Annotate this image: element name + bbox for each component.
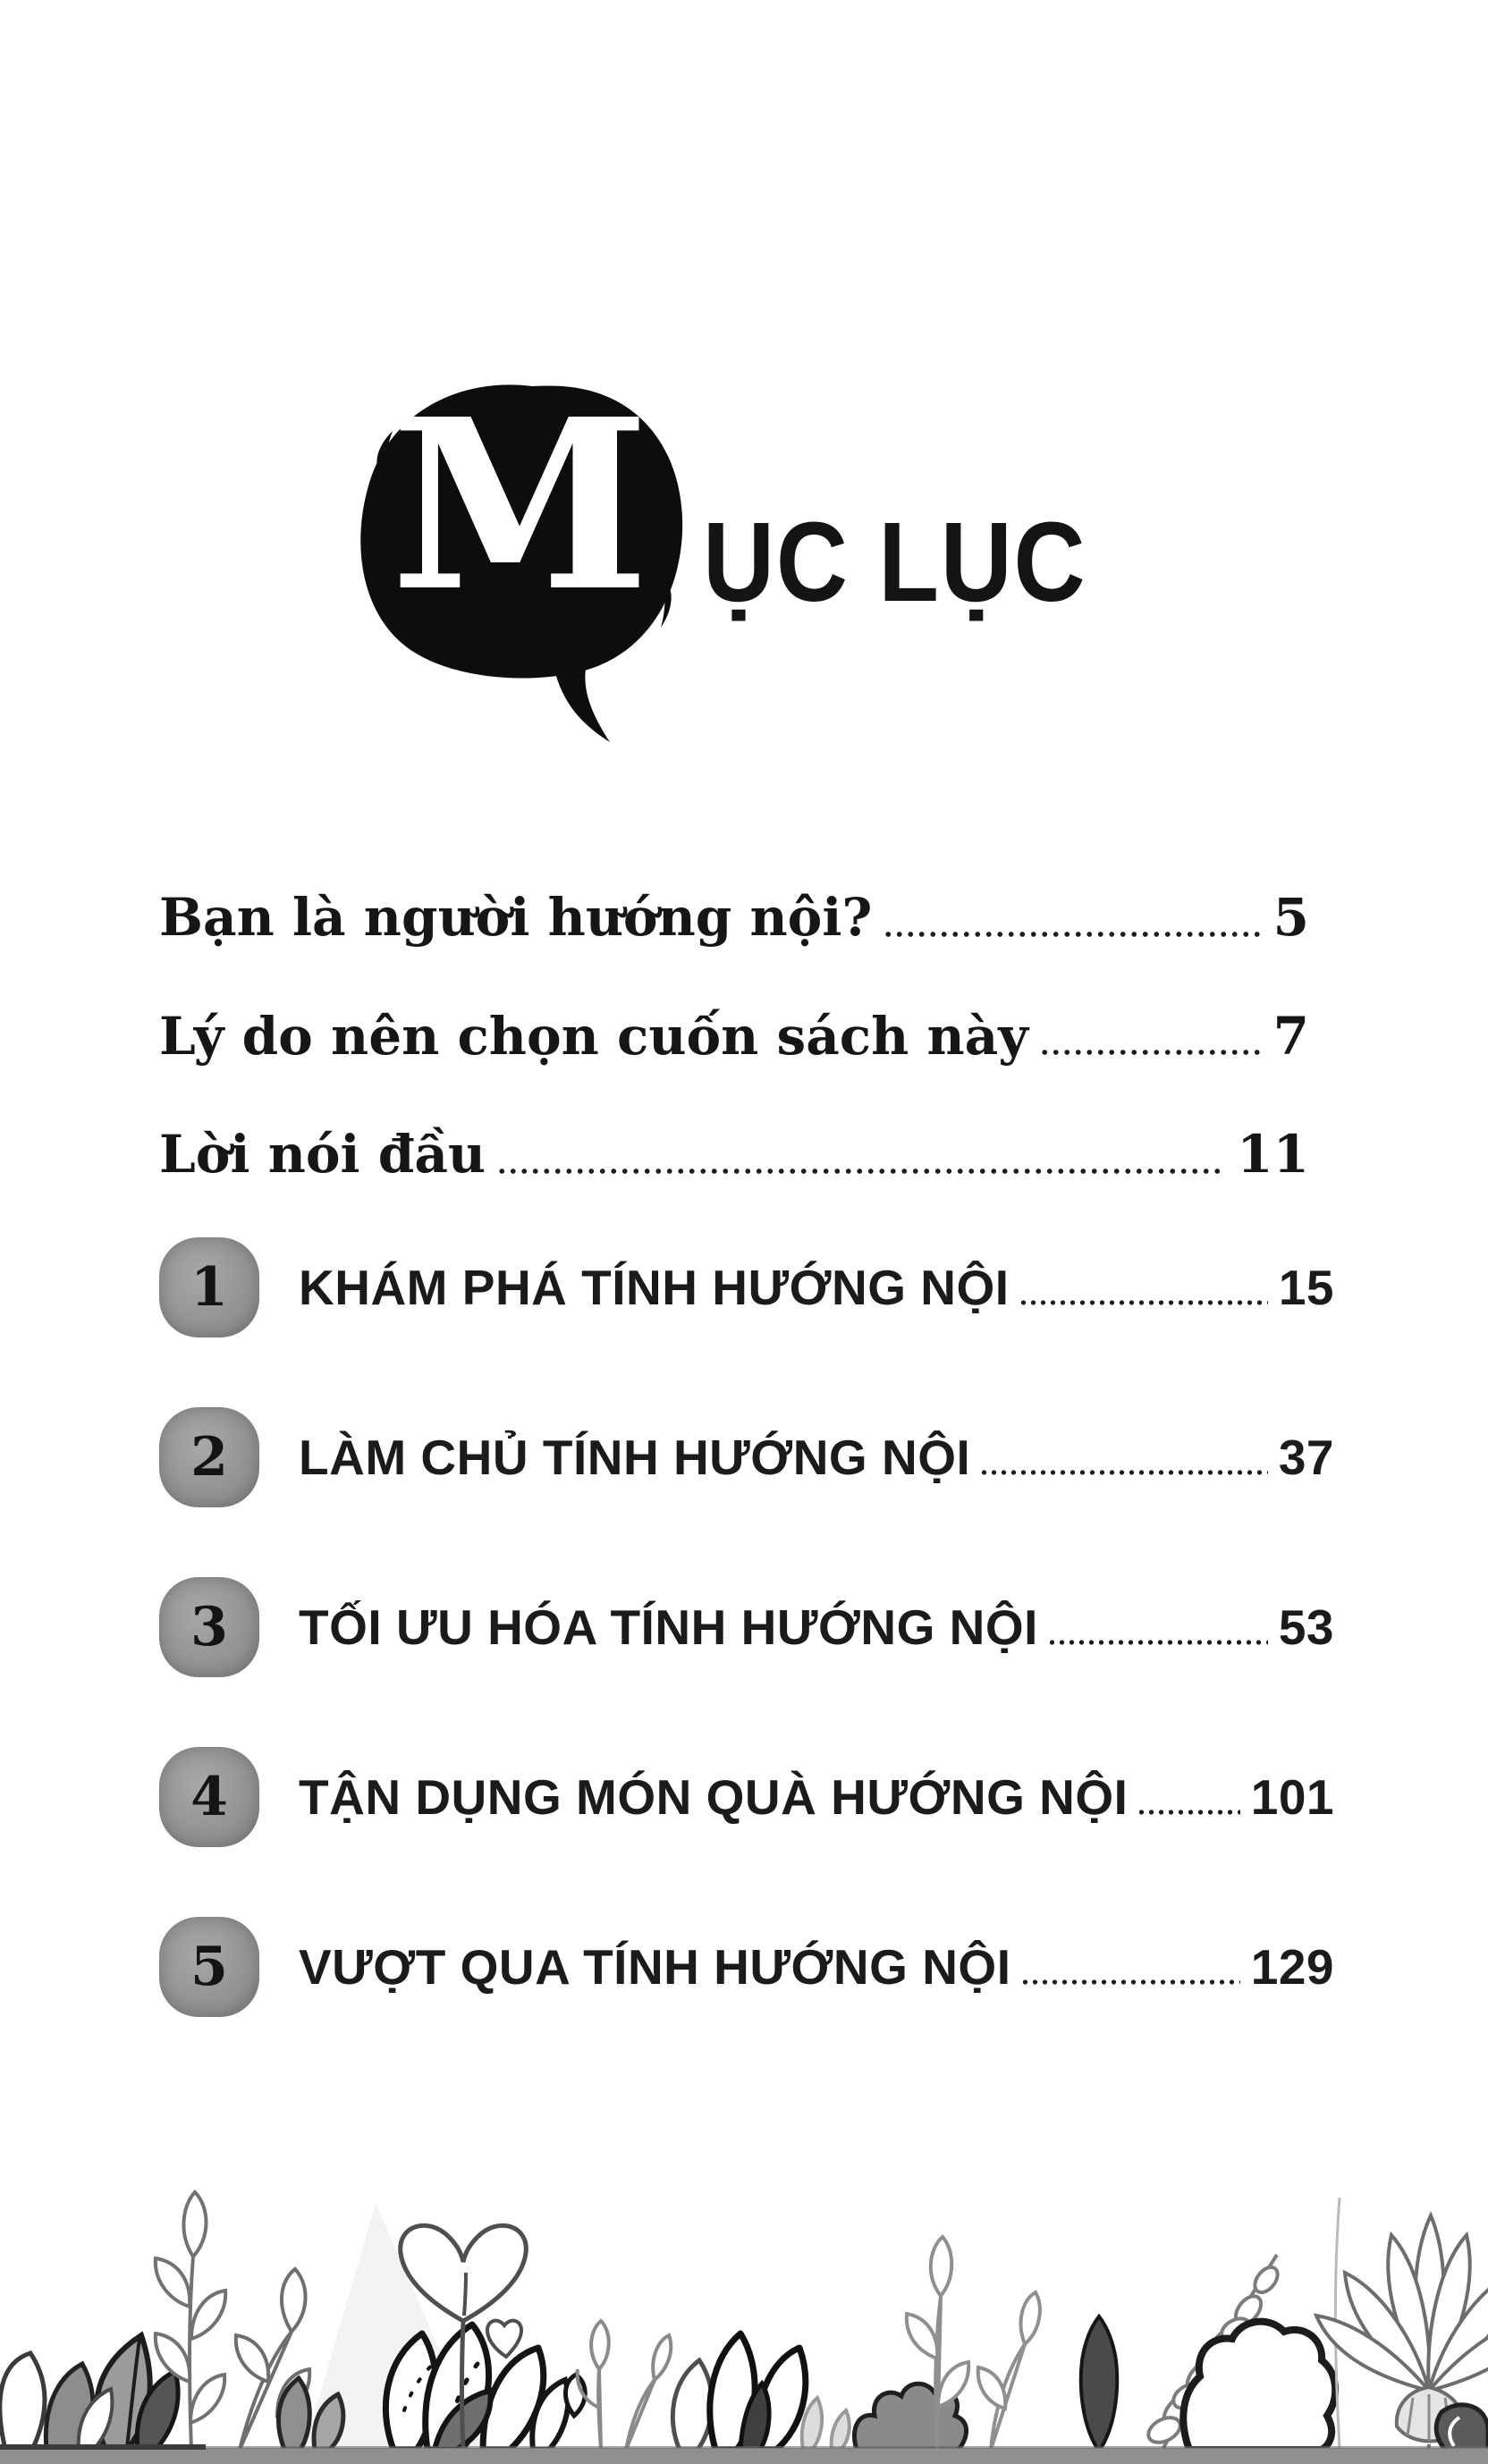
chapter-number: 1	[190, 1256, 228, 1319]
page-title-logo	[353, 367, 698, 747]
cloud-blob	[1183, 2322, 1335, 2450]
chapter-title: TỐI ƯU HÓA TÍNH HƯỚNG NỘI	[299, 1599, 1038, 1655]
toc-entry-label: Lời nói đầu	[159, 1124, 486, 1185]
chapter-number-badge	[159, 1407, 259, 1507]
chapter-line	[299, 1429, 1334, 1487]
toc-entry-page: 11	[1237, 1124, 1309, 1185]
page-title: ỤC LỤC	[703, 499, 1087, 625]
dot-leader	[1039, 1049, 1261, 1056]
chapter-list	[159, 1237, 1334, 2017]
toc-entry	[159, 1004, 1309, 1069]
chapter-number: 5	[190, 1936, 228, 1998]
chapter-line	[299, 1259, 1334, 1317]
chapter-number: 4	[190, 1766, 228, 1828]
chapter-line	[299, 1938, 1334, 1996]
chapter-number: 2	[190, 1426, 228, 1489]
chapter-row	[159, 1237, 1334, 1337]
chapter-page: 101	[1250, 1768, 1334, 1825]
dot-leader	[496, 1168, 1224, 1175]
chapter-number-badge	[159, 1747, 259, 1847]
chapter-number: 3	[190, 1596, 228, 1658]
toc-entry-label: Lý do nên chọn cuốn sách này	[159, 1005, 1028, 1067]
pale-grass	[802, 2398, 850, 2450]
toc-entry-label: Bạn là người hướng nội?	[159, 887, 873, 948]
chapter-number-badge	[159, 1577, 259, 1677]
dot-leader	[1019, 1299, 1268, 1306]
chapter-row	[159, 1917, 1334, 2017]
toc-intro-list	[159, 885, 1309, 1187]
chapter-title: KHÁM PHÁ TÍNH HƯỚNG NỘI	[299, 1259, 1010, 1315]
chapter-title: VƯỢT QUA TÍNH HƯỚNG NỘI	[299, 1938, 1011, 1995]
dot-leader	[979, 1469, 1268, 1476]
title-initial: M	[390, 367, 650, 643]
chapter-page: 129	[1250, 1938, 1334, 1995]
chapter-page: 53	[1278, 1599, 1334, 1655]
ground-strip	[0, 2444, 1488, 2464]
chapter-title: LÀM CHỦ TÍNH HƯỚNG NỘI	[299, 1429, 971, 1485]
chapter-row	[159, 1747, 1334, 1847]
chapter-line	[299, 1599, 1334, 1657]
light-gray-plants	[578, 2321, 712, 2450]
floral-doodle-illustration	[0, 2131, 1488, 2464]
toc-entry-page: 7	[1272, 1005, 1309, 1067]
toc-entry	[159, 885, 1309, 950]
dot-leader	[1020, 1979, 1240, 1986]
chapter-page: 15	[1278, 1259, 1334, 1315]
chapter-row	[159, 1407, 1334, 1507]
toc-entry	[159, 1122, 1309, 1187]
chapter-page: 37	[1278, 1429, 1334, 1485]
dot-leader	[883, 931, 1260, 938]
dot-leader	[1047, 1639, 1268, 1646]
toc-entry-page: 5	[1272, 887, 1309, 948]
chapter-row	[159, 1577, 1334, 1677]
chapter-number-badge	[159, 1237, 259, 1337]
dark-cypress	[1081, 2316, 1117, 2450]
chapter-title: TẬN DỤNG MÓN QUÀ HƯỚNG NỘI	[299, 1768, 1129, 1825]
chapter-number-badge	[159, 1917, 259, 2017]
dot-leader	[1137, 1809, 1239, 1816]
chapter-line	[299, 1768, 1334, 1827]
